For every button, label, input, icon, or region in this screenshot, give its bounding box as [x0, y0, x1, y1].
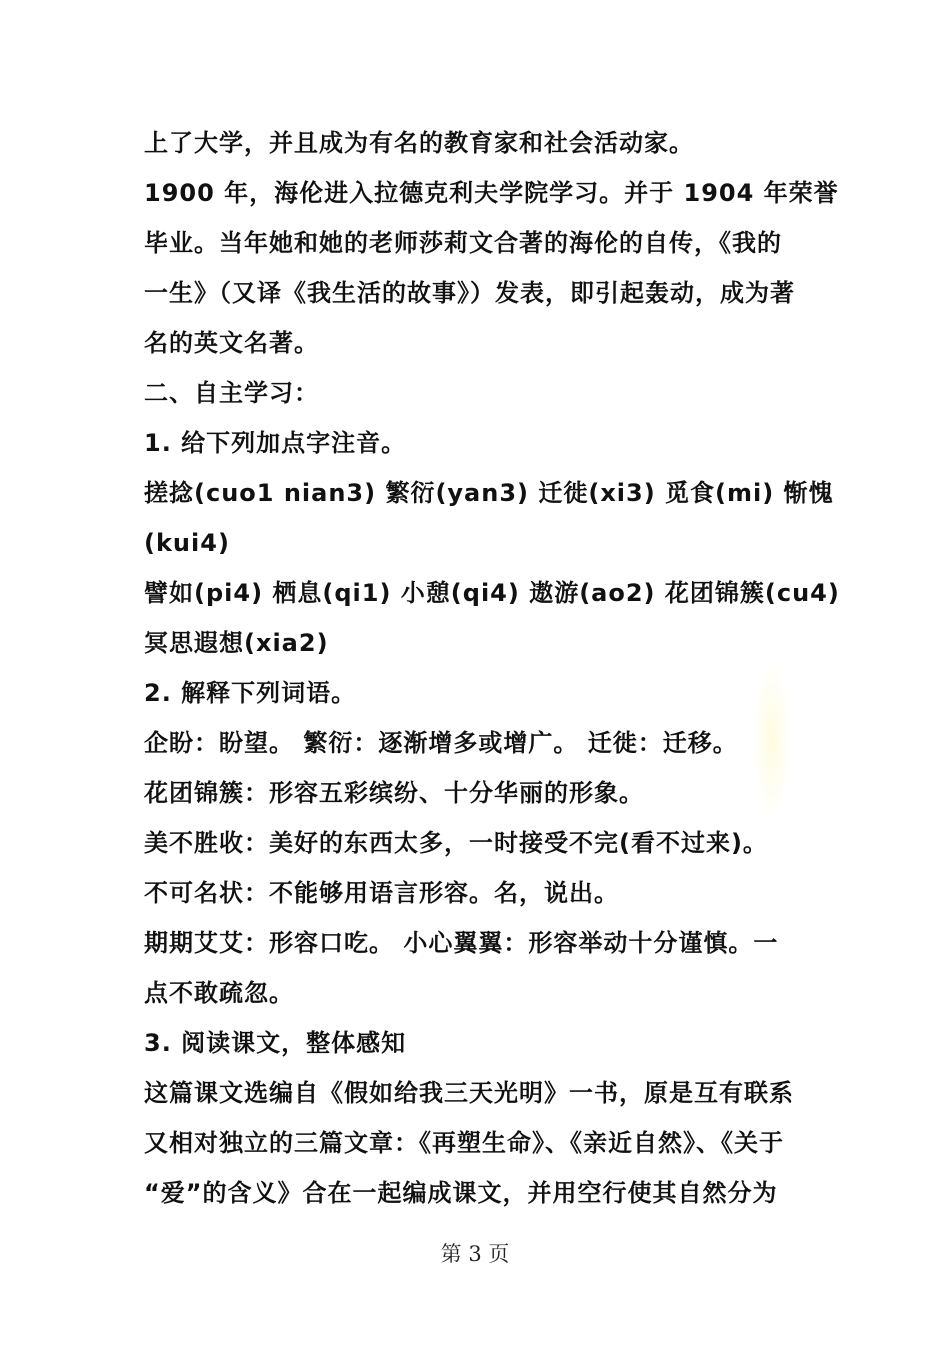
- text-line: 又相对独立的三篇文章：《再塑生命》、《亲近自然》、《关于: [144, 1129, 784, 1157]
- text-line: 花团锦簇：形容五彩缤纷、十分华丽的形象。: [144, 779, 644, 807]
- text-line: 譬如(pi4) 栖息(qi1) 小憩(qi4) 遨游(ao2) 花团锦簇(cu4): [144, 579, 840, 607]
- question-heading: 1. 给下列加点字注音。: [144, 429, 407, 457]
- text-line: 美不胜收：美好的东西太多，一时接受不完(看不过来)。: [144, 829, 768, 857]
- text-line: 点不敢疏忽。: [144, 979, 294, 1007]
- text-line: 冥思遐想(xia2): [144, 629, 329, 657]
- text-line: 不可名状：不能够用语言形容。名，说出。: [144, 879, 619, 907]
- text-line: 1900 年，海伦进入拉德克利夫学院学习。并于 1904 年荣誉: [144, 179, 839, 207]
- text-line: 名的英文名著。: [144, 329, 319, 357]
- section-heading: 二、自主学习：: [144, 379, 319, 407]
- body-text: [144, 118, 840, 1218]
- question-heading: 2. 解释下列词语。: [144, 679, 357, 707]
- text-line: 毕业。当年她和她的老师莎莉文合著的海伦的自传，《我的: [144, 229, 782, 257]
- text-line: 期期艾艾：形容口吃。 小心翼翼：形容举动十分谨慎。一: [144, 929, 779, 957]
- text-line: “爱”的含义》合在一起编成课文，并用空行使其自然分为: [144, 1179, 778, 1207]
- text-line: 这篇课文选编自《假如给我三天光明》一书，原是互有联系: [144, 1079, 794, 1107]
- text-line: (kui4): [144, 529, 230, 557]
- page-number: 第 3 页: [440, 1242, 510, 1266]
- text-line: 上了大学，并且成为有名的教育家和社会活动家。: [144, 129, 694, 157]
- text-line: 一生》（又译《我生活的故事》）发表，即引起轰动，成为著: [144, 279, 795, 307]
- text-line: 企盼：盼望。 繁衍：逐渐增多或增广。 迁徙：迁移。: [144, 729, 738, 757]
- text-line: 搓捻(cuo1 nian3) 繁衍(yan3) 迁徙(xi3) 觅食(mi) 惭愧: [144, 479, 834, 507]
- question-heading: 3. 阅读课文，整体感知: [144, 1029, 407, 1057]
